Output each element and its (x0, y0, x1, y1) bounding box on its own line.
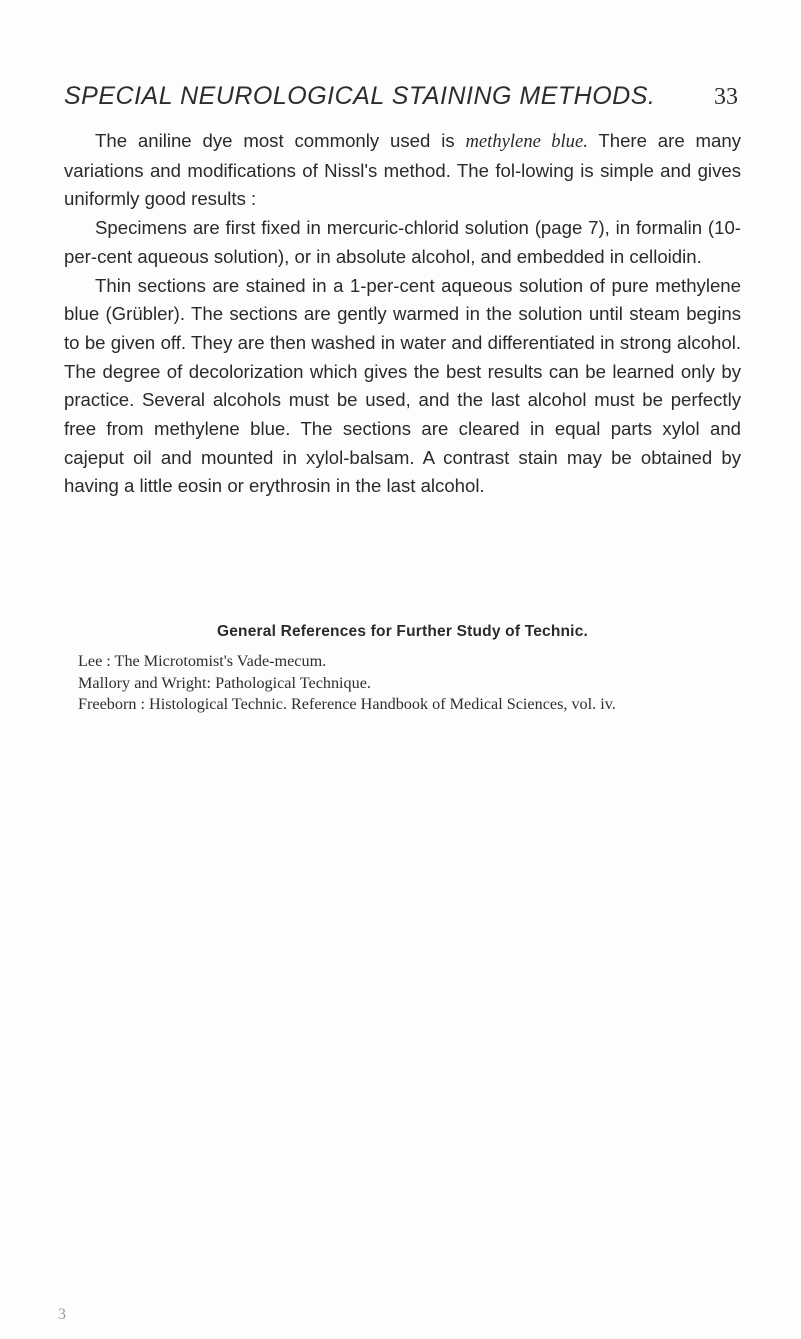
body-text (64, 127, 741, 501)
paragraph-aniline-dye (64, 127, 741, 214)
reference-item: Freeborn : Histological Technic. Reference Handbook of Medical Sciences, vol. iv. (78, 695, 616, 713)
page-number: 33 (714, 84, 738, 110)
paragraph-text: The aniline dye most commonly used is (95, 130, 466, 151)
reference-item: Mallory and Wright: Pathological Technique. (78, 673, 371, 692)
paragraph-text: There are many variations and modifications of Nissl's method. The fol-lowing is simple and gives uniformly good results : (64, 130, 741, 210)
references-list (64, 651, 741, 716)
running-head (64, 82, 744, 122)
references-heading: General References for Further Study of Technic. (216, 623, 589, 640)
reference-item: Lee : The Microtomist's Vade-mecum. (78, 652, 327, 670)
paragraph-specimens: Specimens are first fixed in mercuric-chlorid solution (page 7), in formalin (10-per-cent aqueous solution), or in absolute alcohol, and embedded in celloidin. (64, 217, 741, 267)
footer-mark: 3 (58, 1306, 66, 1323)
paragraph-thin-sections: Thin sections are stained in a 1-per-cent aqueous solution of pure methylene blue (Grübler). The sections are gently warmed in the solution until steam begins to be given off. They are then washed in water and differentiated in strong alcohol. The degree of decolorization which gives the best results can be learned only by practice. Several alcohols must be used, and the last alcohol must be perfectly free from methylene blue. The sections are cleared in equal parts xylol and cajeput oil and mounted in xylol-balsam. A contrast stain may be obtained by having a little eosin or erythrosin in the last alcohol. (64, 274, 741, 497)
running-title: SPECIAL NEUROLOGICAL STAINING METHODS. (64, 82, 656, 110)
italic-term: methylene blue. (465, 131, 588, 152)
